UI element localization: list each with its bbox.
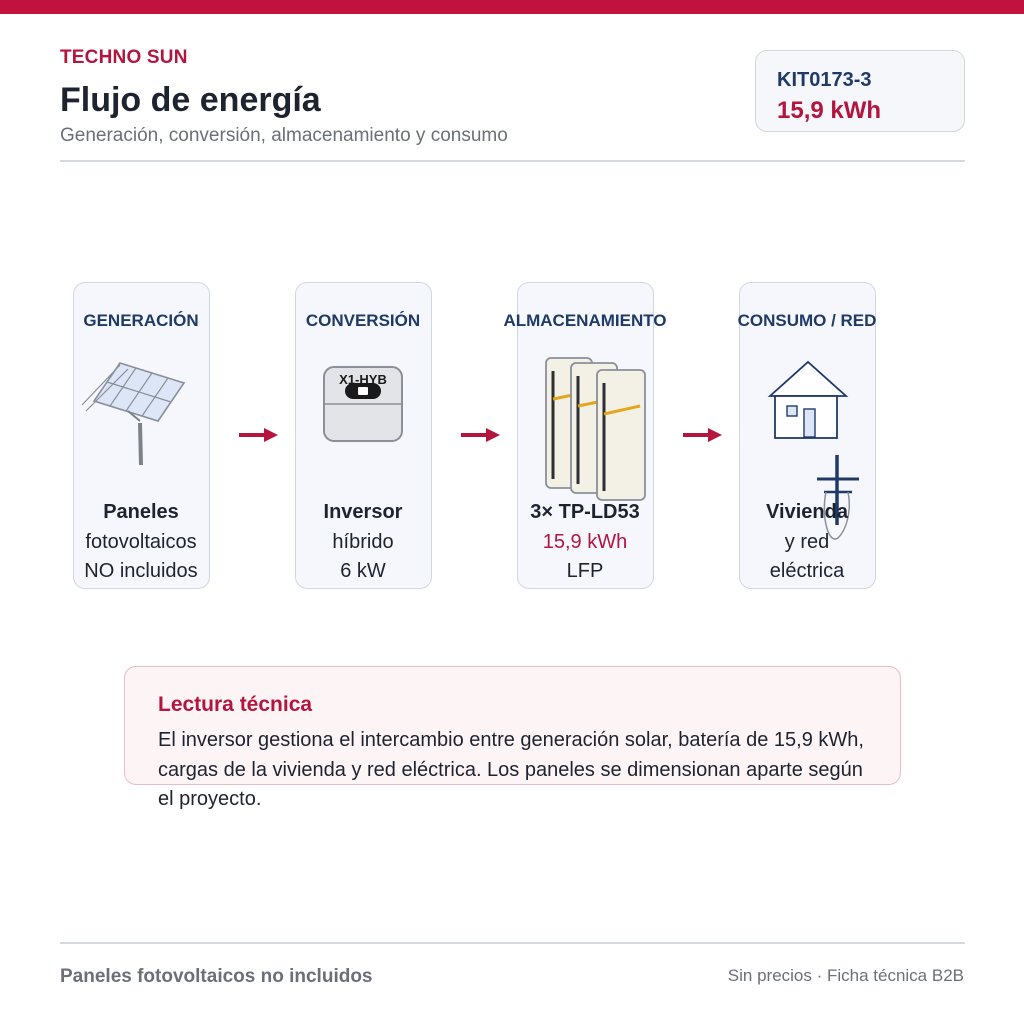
technical-note-title: Lectura técnica: [158, 693, 313, 716]
stage-header-storage: ALMACENAMIENTO: [503, 311, 667, 330]
stage-caption-conversion: [263, 498, 463, 587]
solar-panel-icon: [80, 355, 190, 470]
technical-note-text: El inversor gestiona el intercambio entre generación solar, batería de 15,9 kWh, cargas de la vivienda y red eléctrica. Los paneles se dimensionan aparte según el proyecto.: [158, 729, 864, 810]
stage-caption-consumption: [707, 498, 907, 587]
header-divider: [60, 160, 965, 162]
inverter-model-label: X1-HYB: [339, 372, 387, 387]
footer-divider: [60, 942, 965, 944]
stage-header-conversion: CONVERSIÓN: [305, 311, 421, 330]
arrow-right-icon: [238, 425, 280, 445]
battery-stack-icon: [543, 355, 649, 505]
stage-header-generation: GENERACIÓN: [83, 311, 199, 330]
stage-header-consumption: CONSUMO / RED: [737, 311, 877, 330]
page-title: Flujo de energía: [60, 81, 321, 119]
page-subtitle: Generación, conversión, almacenamiento y consumo: [60, 125, 508, 146]
arrow-right-icon: [460, 425, 502, 445]
stage-caption-line: 6 kW: [340, 560, 386, 582]
footer-disclaimer: Paneles fotovoltaicos no incluidos: [60, 966, 373, 987]
stage-caption-line: 15,9 kWh: [542, 530, 628, 553]
stage-caption-line: 3× TP-LD53: [530, 501, 640, 523]
stage-caption-line: fotovoltaicos: [85, 530, 197, 553]
footer-meta: Sin precios · Ficha técnica B2B: [727, 966, 964, 985]
stage-caption-line: eléctrica: [769, 560, 845, 582]
stage-caption-generation: [41, 498, 241, 587]
stage-caption-line: y red: [784, 530, 830, 553]
stage-caption-line: LFP: [566, 560, 604, 582]
stage-caption-line: Paneles: [103, 501, 179, 523]
brand-name: TECHNO SUN: [60, 47, 188, 68]
kit-capacity: 15,9 kWh: [777, 97, 882, 124]
arrow-right-icon: [682, 425, 724, 445]
stage-caption-storage: [485, 498, 685, 587]
stage-caption-line: híbrido: [332, 530, 394, 553]
top-accent-bar: [0, 0, 1024, 14]
stage-caption-line: NO incluidos: [84, 560, 198, 582]
kit-summary-card: [755, 50, 965, 132]
stage-caption-line: Vivienda: [766, 501, 848, 523]
stage-caption-line: Inversor: [323, 501, 403, 523]
kit-code: KIT0173-3: [777, 69, 872, 91]
